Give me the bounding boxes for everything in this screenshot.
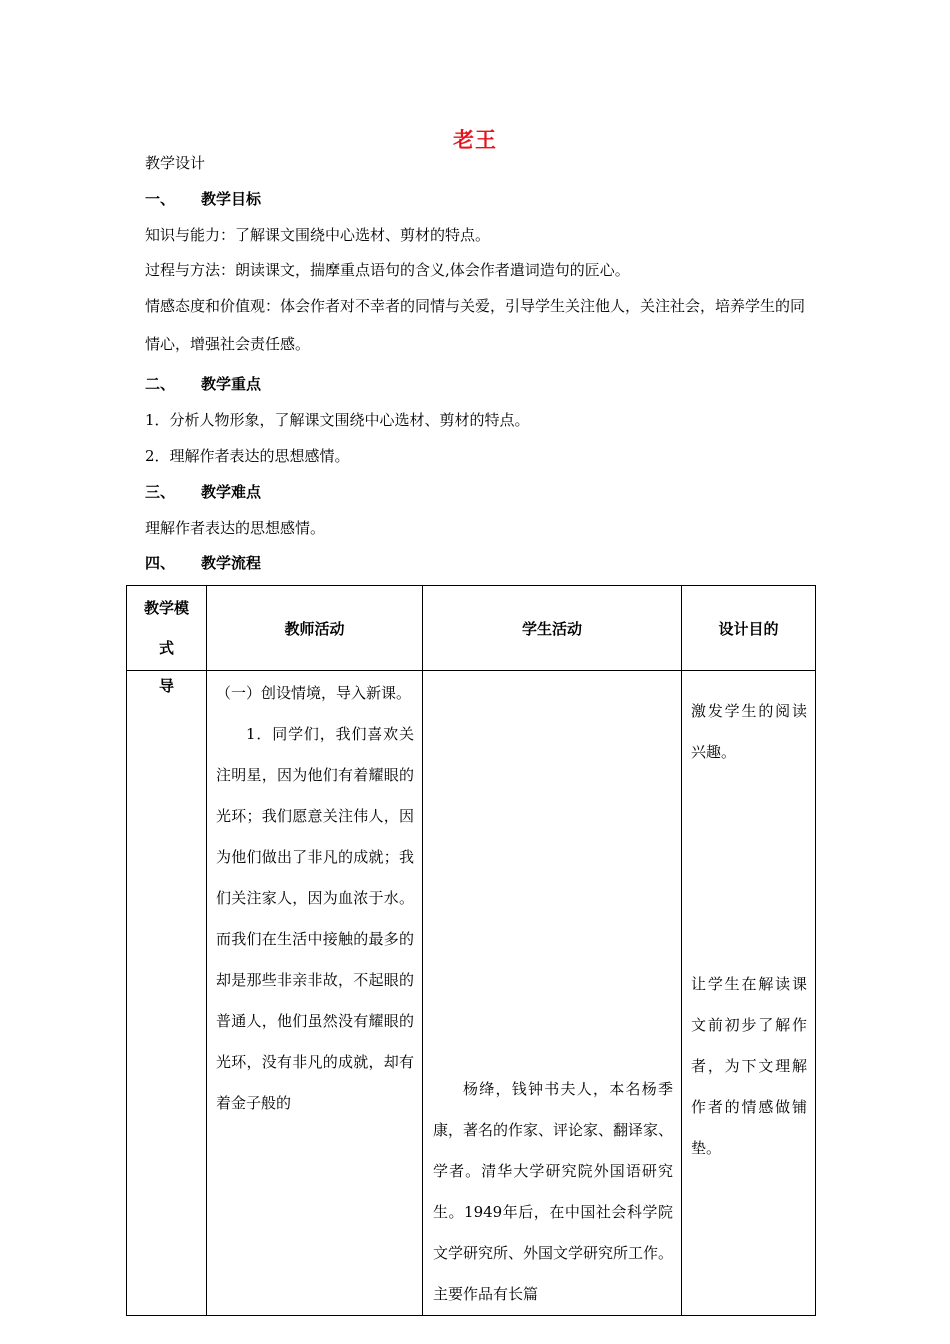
section-label: 教学流程: [201, 554, 262, 572]
header-mode: 教学模式: [127, 586, 207, 671]
table-header-row: [127, 586, 816, 671]
header-teacher: 教师活动: [207, 586, 423, 671]
key-point-1: 1．分析人物形象，了解课文围绕中心选材、剪材的特点。: [145, 411, 530, 429]
section-heading-objectives: [145, 188, 261, 209]
objective-emotion: 情感态度和价值观：体会作者对不幸者的同情与关爱，引导学生关注他人，关注社会，培养学生的同情心，增强社会责任感。: [145, 297, 806, 353]
key-point-2: 2．理解作者表达的思想感情。: [145, 447, 350, 465]
section-label: 教学重点: [201, 375, 262, 393]
section-heading-difficulty: [145, 481, 261, 502]
header-purpose: 设计目的: [682, 586, 816, 671]
section-label: 教学难点: [201, 483, 262, 501]
purpose-2: 让学生在解读课文前初步了解作者，为下文理解作者的情感做铺垫。: [691, 975, 807, 1157]
purpose-spacer: [691, 773, 807, 964]
objective-knowledge: 知识与能力：了解课文围绕中心选材、剪材的特点。: [145, 226, 491, 244]
header-student: 学生活动: [423, 586, 682, 671]
difficulty-text: 理解作者表达的思想感情。: [145, 519, 326, 537]
teacher-step-title: （一）创设情境，导入新课。: [216, 684, 412, 702]
cell-teacher: [207, 671, 423, 1316]
cell-mode: 导: [127, 671, 207, 1316]
section-number: 四、: [145, 554, 176, 572]
section-label: 教学目标: [201, 190, 262, 208]
section-heading-key-points: [145, 373, 261, 394]
cell-purpose: [682, 671, 816, 1316]
section-heading-process: [145, 552, 261, 573]
objective-method: 过程与方法：朗读课文，揣摩重点语句的含义,体会作者遣词造句的匠心。: [145, 261, 630, 279]
cell-student: 杨绛，钱钟书夫人，本名杨季康，著名的作家、评论家、翻译家、学者。清华大学研究院外国语研究生。1949年后，在中国社会科学院文学研究所、外国文学研究所工作。主要作品有长篇: [423, 671, 682, 1316]
table-row: [127, 671, 816, 1316]
purpose-1: 激发学生的阅读兴趣。: [691, 702, 807, 761]
process-table: [126, 585, 816, 1316]
section-number: 三、: [145, 483, 176, 501]
section-number: 二、: [145, 375, 176, 393]
page-title: 老王: [453, 127, 497, 152]
teacher-step-body: 1．同学们，我们喜欢关注明星，因为他们有着耀眼的光环；我们愿意关注伟人，因为他们做出了非凡的成就；我们关注家人，因为血浓于水。而我们在生活中接触的最多的却是那些非亲非故，不起眼的普通人，他们虽然没有耀眼的光环，没有非凡的成就，却有着金子般的: [216, 725, 414, 1112]
doc-subtitle: 教学设计: [145, 154, 206, 172]
section-number: 一、: [145, 190, 176, 208]
